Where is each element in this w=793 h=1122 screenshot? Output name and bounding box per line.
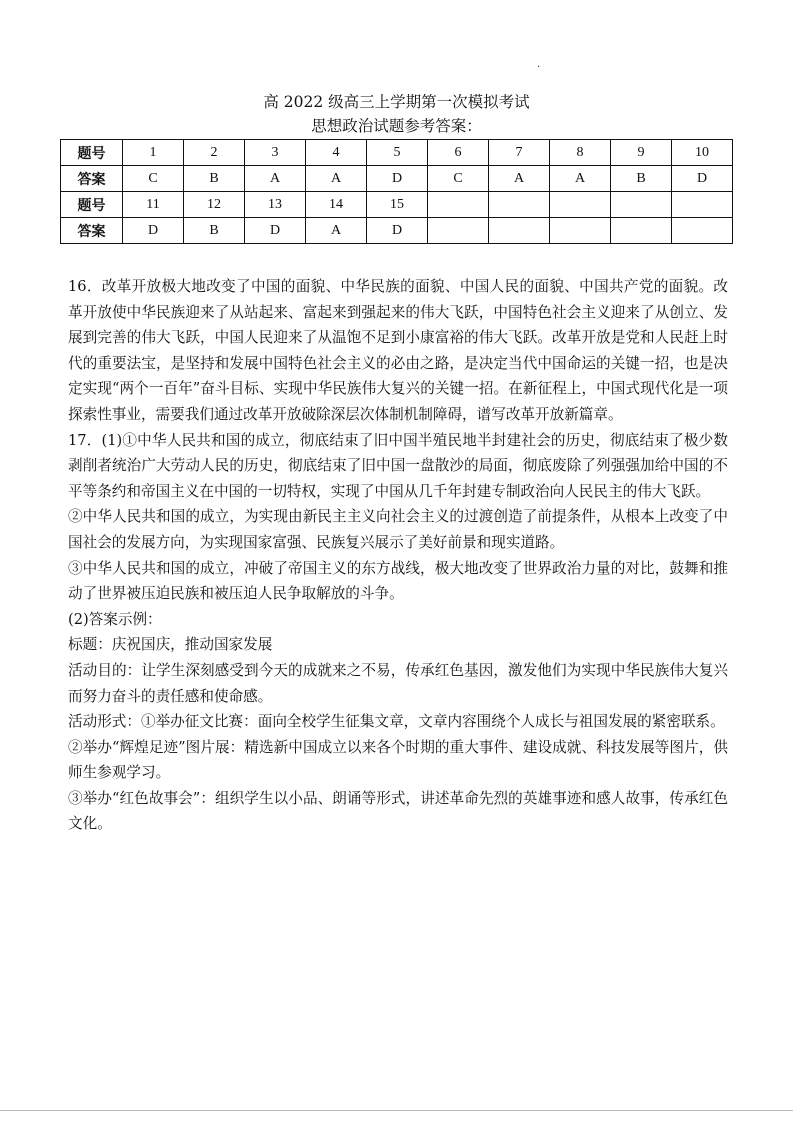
question-number: 13 (245, 192, 306, 218)
question-number: 9 (611, 140, 672, 166)
answer-cell: B (611, 166, 672, 192)
exam-title: 高 2022 级高三上学期第一次模拟考试 (263, 93, 530, 111)
answer-cell: D (367, 218, 428, 244)
answer-cell: D (367, 166, 428, 192)
answer-cell (611, 218, 672, 244)
answer-cell: D (123, 218, 184, 244)
answer-17-part2-heading: (2)答案示例： (68, 610, 162, 628)
question-number (489, 192, 550, 218)
page-mark: . (537, 59, 541, 70)
answer-cell: C (428, 166, 489, 192)
question-number (672, 192, 733, 218)
question-number: 11 (123, 192, 184, 218)
answer-17-part1-point1: 17．(1)①中华人民共和国的成立，彻底结束了旧中国半殖民地半封建社会的历史，彻底结束了极少数剥削者统治广大劳动人民的历史，彻底结束了旧中国一盘散沙的局面，彻底废除了列强强加给中国的不平等条约和帝国主义在中国的一切特权，实现了中国从几千年封建专制政治向人民民主的伟大飞跃。 (68, 431, 728, 500)
question-number: 4 (306, 140, 367, 166)
question-number: 14 (306, 192, 367, 218)
answer-cell: A (489, 166, 550, 192)
table-row-question-numbers-2 (61, 192, 733, 218)
answer-17-part1-point2: ②中华人民共和国的成立，为实现由新民主主义向社会主义的过渡创造了前提条件，从根本上改变了中国社会的发展方向，为实现国家富强、民族复兴展示了美好前景和现实道路。 (68, 508, 728, 551)
question-number: 8 (550, 140, 611, 166)
row-label-answer: 答案 (61, 218, 123, 244)
row-label-answer: 答案 (61, 166, 123, 192)
answer-cell (428, 218, 489, 244)
question-number: 10 (672, 140, 733, 166)
activity-goal: 活动目的：让学生深刻感受到今天的成就来之不易，传承红色基因，激发他们为实现中华民族伟大复兴而努力奋斗的责任感和使命感。 (68, 661, 728, 705)
activity-form-3: ③举办“红色故事会”：组织学生以小品、朗诵等形式，讲述革命先烈的英雄事迹和感人故事，传承红色文化。 (68, 789, 728, 833)
question-number: 5 (367, 140, 428, 166)
question-number: 3 (245, 140, 306, 166)
answer-cell: D (672, 166, 733, 192)
question-number: 6 (428, 140, 489, 166)
answer-content (68, 274, 728, 837)
table-row-question-numbers-1 (61, 140, 733, 166)
answer-cell (489, 218, 550, 244)
question-number (550, 192, 611, 218)
activity-form-2: ②举办“辉煌足迹”图片展：精选新中国成立以来各个时期的重大事件、建设成就、科技发展等图片，供师生参观学习。 (68, 738, 728, 782)
exam-subtitle: 思想政治试题参考答案： (311, 117, 482, 135)
table-row-answers-1 (61, 166, 733, 192)
answer-cell: A (550, 166, 611, 192)
row-label-question: 题号 (61, 192, 123, 218)
question-number: 12 (184, 192, 245, 218)
question-number: 7 (489, 140, 550, 166)
answer-cell: C (123, 166, 184, 192)
question-number (611, 192, 672, 218)
page-bottom-divider (0, 1110, 793, 1111)
activity-title: 标题：庆祝国庆，推动国家发展 (68, 636, 273, 654)
question-number (428, 192, 489, 218)
question-number: 2 (184, 140, 245, 166)
answer-17-part1-point3: ③中华人民共和国的成立，冲破了帝国主义的东方战线，极大地改变了世界政治力量的对比，鼓舞和推动了世界被压迫民族和被压迫人民争取解放的斗争。 (68, 559, 728, 603)
question-number: 15 (367, 192, 428, 218)
answer-cell: A (245, 166, 306, 192)
answer-cell (672, 218, 733, 244)
activity-form-1: 活动形式：①举办征文比赛：面向全校学生征集文章，文章内容围绕个人成长与祖国发展的紧密联系。 (68, 713, 725, 731)
answer-cell (550, 218, 611, 244)
row-label-question: 题号 (61, 140, 123, 166)
question-number: 1 (123, 140, 184, 166)
answer-16: 16．改革开放极大地改变了中国的面貌、中华民族的面貌、中国人民的面貌、中国共产党的面貌。改革开放使中华民族迎来了从站起来、富起来到强起来的伟大飞跃，中国特色社会主义迎来了从创立、发展到完善的伟大飞跃，中国人民迎来了从温饱不足到小康富裕的伟大飞跃。改革开放是党和人民赶上时代的重要法宝，是坚持和发展中国特色社会主义的必由之路，是决定当代中国命运的关键一招，也是决定实现“两个一百年”奋斗目标、实现中华民族伟大复兴的关键一招。在新征程上，中国式现代化是一项探索性事业，需要我们通过改革开放破除深层次体制机制障碍，谱写改革开放新篇章。 (68, 278, 728, 423)
answer-cell: D (245, 218, 306, 244)
answer-cell: A (306, 218, 367, 244)
answer-cell: A (306, 166, 367, 192)
answer-cell: B (184, 166, 245, 192)
table-row-answers-2 (61, 218, 733, 244)
answer-cell: B (184, 218, 245, 244)
answer-table (60, 139, 733, 244)
